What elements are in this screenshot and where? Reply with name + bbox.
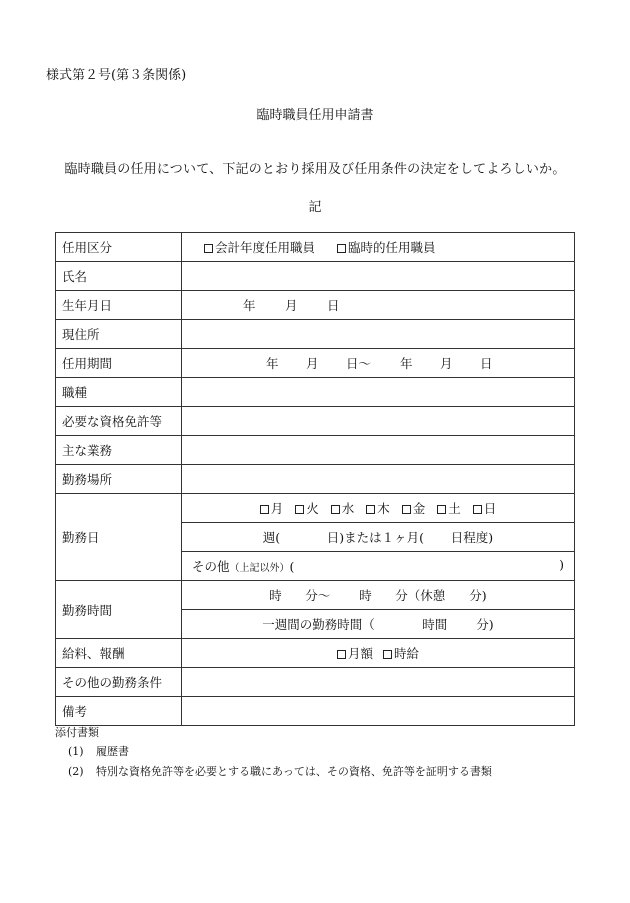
birthdate-field[interactable]: 年 月 日 [182,291,575,320]
label-other-conditions: その他の勤務条件 [56,668,182,697]
document-title: 臨時職員任用申請書 [256,108,374,123]
label-hours: 勤務時間 [56,581,182,639]
workdays-weekly-field[interactable]: 週( 日)または１ヶ月( 日程度) [182,523,575,552]
row-hours-time [56,581,575,610]
label-duties: 主な業務 [56,436,182,465]
job-type-field[interactable] [182,378,575,407]
row-workdays-days [56,494,575,523]
option-kaikei[interactable]: 会計年度任用職員 [204,240,315,255]
row-workplace [56,465,575,494]
label-remarks: 備考 [56,697,182,726]
checkbox-icon[interactable] [402,505,411,514]
day-mon[interactable]: 月 [260,501,284,516]
label-category: 任用区分 [56,233,182,262]
address-field[interactable] [182,320,575,349]
workdays-other-field[interactable]: その他（上記以外）( ) [182,552,575,581]
row-remarks [56,697,575,726]
attachments-title: 添付書類 [55,726,99,739]
checkbox-icon[interactable] [204,244,213,253]
row-category [56,233,575,262]
row-period [56,349,575,378]
checkbox-icon[interactable] [337,650,346,659]
period-field[interactable]: 年 月 日～ 年 月 日 [182,349,575,378]
hours-weekly-field[interactable]: 一週間の勤務時間（ 時間 分) [182,610,575,639]
option-rinji[interactable]: 臨時的任用職員 [337,240,436,255]
row-salary [56,639,575,668]
checkbox-icon[interactable] [331,505,340,514]
workplace-field[interactable] [182,465,575,494]
label-address: 現住所 [56,320,182,349]
day-fri[interactable]: 金 [402,501,426,516]
checkbox-icon[interactable] [366,505,375,514]
checkbox-icon[interactable] [260,505,269,514]
label-workdays: 勤務日 [56,494,182,581]
name-field[interactable] [182,262,575,291]
row-name [56,262,575,291]
row-birthdate [56,291,575,320]
label-period: 任用期間 [56,349,182,378]
ki-heading: 記 [308,200,322,215]
day-thu[interactable]: 木 [366,501,390,516]
row-job-type [56,378,575,407]
day-wed[interactable]: 水 [331,501,355,516]
row-other-conditions [56,668,575,697]
attachment-item: (1) 履歴書 [68,745,129,758]
salary-options [182,639,575,668]
day-sat[interactable]: 土 [437,501,461,516]
workdays-options [182,494,575,523]
duties-field[interactable] [182,436,575,465]
option-monthly[interactable]: 月額 [337,646,373,661]
checkbox-icon[interactable] [437,505,446,514]
checkbox-icon[interactable] [295,505,304,514]
day-tue[interactable]: 火 [295,501,319,516]
row-license [56,407,575,436]
day-sun[interactable]: 日 [473,501,497,516]
checkbox-icon[interactable] [383,650,392,659]
category-options [182,233,575,262]
label-license: 必要な資格免許等 [56,407,182,436]
checkbox-icon[interactable] [337,244,346,253]
label-name: 氏名 [56,262,182,291]
remarks-field[interactable] [182,697,575,726]
label-salary: 給料、報酬 [56,639,182,668]
form-number: 様式第２号(第３条関係) [46,68,187,83]
option-hourly[interactable]: 時給 [383,646,419,661]
application-form-table [55,232,575,726]
label-workplace: 勤務場所 [56,465,182,494]
hours-time-field[interactable]: 時 分～ 時 分（休憩 分) [182,581,575,610]
checkbox-icon[interactable] [473,505,482,514]
other-conditions-field[interactable] [182,668,575,697]
attachment-item: (2) 特別な資格免許等を必要とする職にあっては、その資格、免許等を証明する書類 [68,765,492,778]
label-birthdate: 生年月日 [56,291,182,320]
row-duties [56,436,575,465]
license-field[interactable] [182,407,575,436]
row-address [56,320,575,349]
intro-text: 臨時職員の任用について、下記のとおり採用及び任用条件の決定をしてよろしいか。 [64,162,566,177]
label-job-type: 職種 [56,378,182,407]
